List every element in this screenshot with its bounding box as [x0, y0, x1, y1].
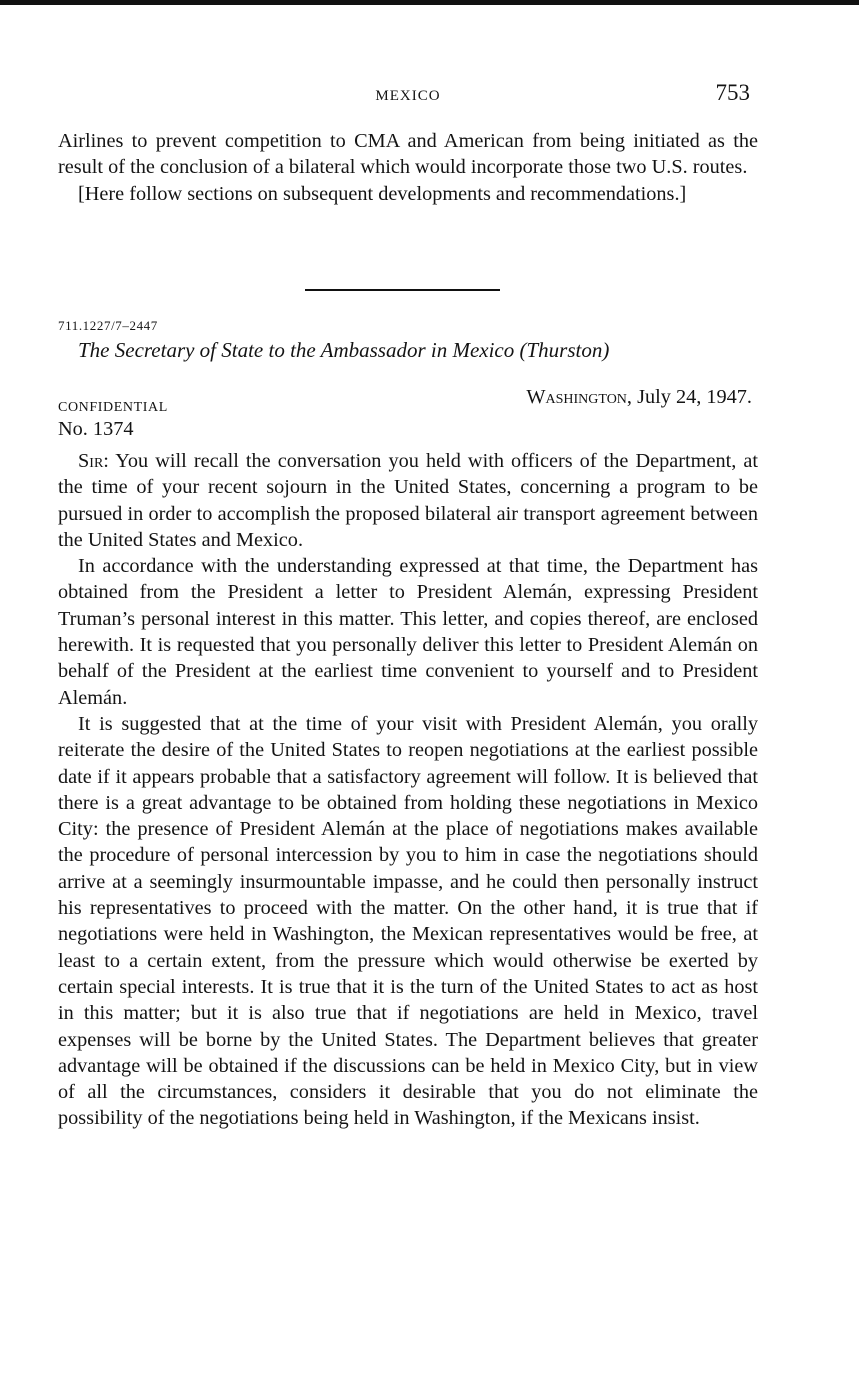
page-top-border	[0, 0, 859, 5]
document-heading: The Secretary of State to the Ambassador in Mexico (Thurston)	[78, 338, 610, 362]
continued-paragraph: Airlines to prevent competition to CMA and American from being initiated as the result of the conclusion of a bilateral which would incorporate those two U.S. routes.	[58, 130, 758, 179]
running-head-title: MEXICO	[375, 88, 441, 104]
continued-text	[58, 128, 758, 207]
place-and-date	[526, 386, 752, 409]
paragraph-text: : You will recall the conversation you held with officers of the Department, at the time of your recent sojourn in the United States, concerning a program to be pursued in order to accomplish the proposed bilateral air transport agreement between the United States and Mexico.	[58, 450, 758, 551]
date: , July 24, 1947.	[626, 386, 752, 408]
document-number: No. 1374	[58, 418, 134, 440]
running-head	[58, 80, 758, 114]
letter-paragraph-2: In accordance with the understanding expressed at that time, the Department has obtained from the President a letter to President Alemán, expressing President Truman’s personal interest in this matter. This letter, and copies thereof, are enclosed herewith. It is requested that you personally deliver this letter to President Alemán on behalf of the President at the earliest time convenient to yourself and to President Alemán.	[58, 555, 758, 709]
salutation: Sir	[78, 450, 104, 472]
letter-body	[58, 448, 758, 1132]
page-number: 753	[715, 80, 750, 105]
file-number: 711.1227/7–2447	[58, 318, 158, 333]
letter-paragraph-3: It is suggested that at the time of your visit with President Alemán, you orally reiterate the desire of the United States to reopen negotiations at the earliest possible date if it appears probable that a satisfactory agreement will follow. It is believed that there is a great advantage to be obtained from holding these negotiations in Mexico City: the presence of President Alemán at the place of negotiations makes available the procedure of personal intercession by you to him in case the negotiations should arrive at a seemingly insurmountable impasse, and he could then personally instruct his representatives to proceed with the matter. On the other hand, it is true that if negotiations were held in Washington, the Mexican representatives would be free, at least to a certain extent, from the pressure which would otherwise be exerted by certain special interests. It is true that it is the turn of the United States to act as host in this matter; but it is also true that if negotiations are held in Mexico, travel expenses will be borne by the United States. The Department believes that greater advantage will be obtained if the discussions can be held in Mexico City, but in view of all the circumstances, considers it desirable that you do not eliminate the possibility of the negotiations being held in Washington, if the Mexicans insist.	[58, 712, 758, 1130]
classification-label: CONFIDENTIAL	[58, 400, 168, 415]
place: Washington	[526, 386, 627, 408]
editorial-note: [Here follow sections on subsequent developments and recommendations.]	[78, 182, 687, 205]
letter-paragraph-1	[58, 448, 758, 553]
section-divider	[305, 289, 500, 291]
